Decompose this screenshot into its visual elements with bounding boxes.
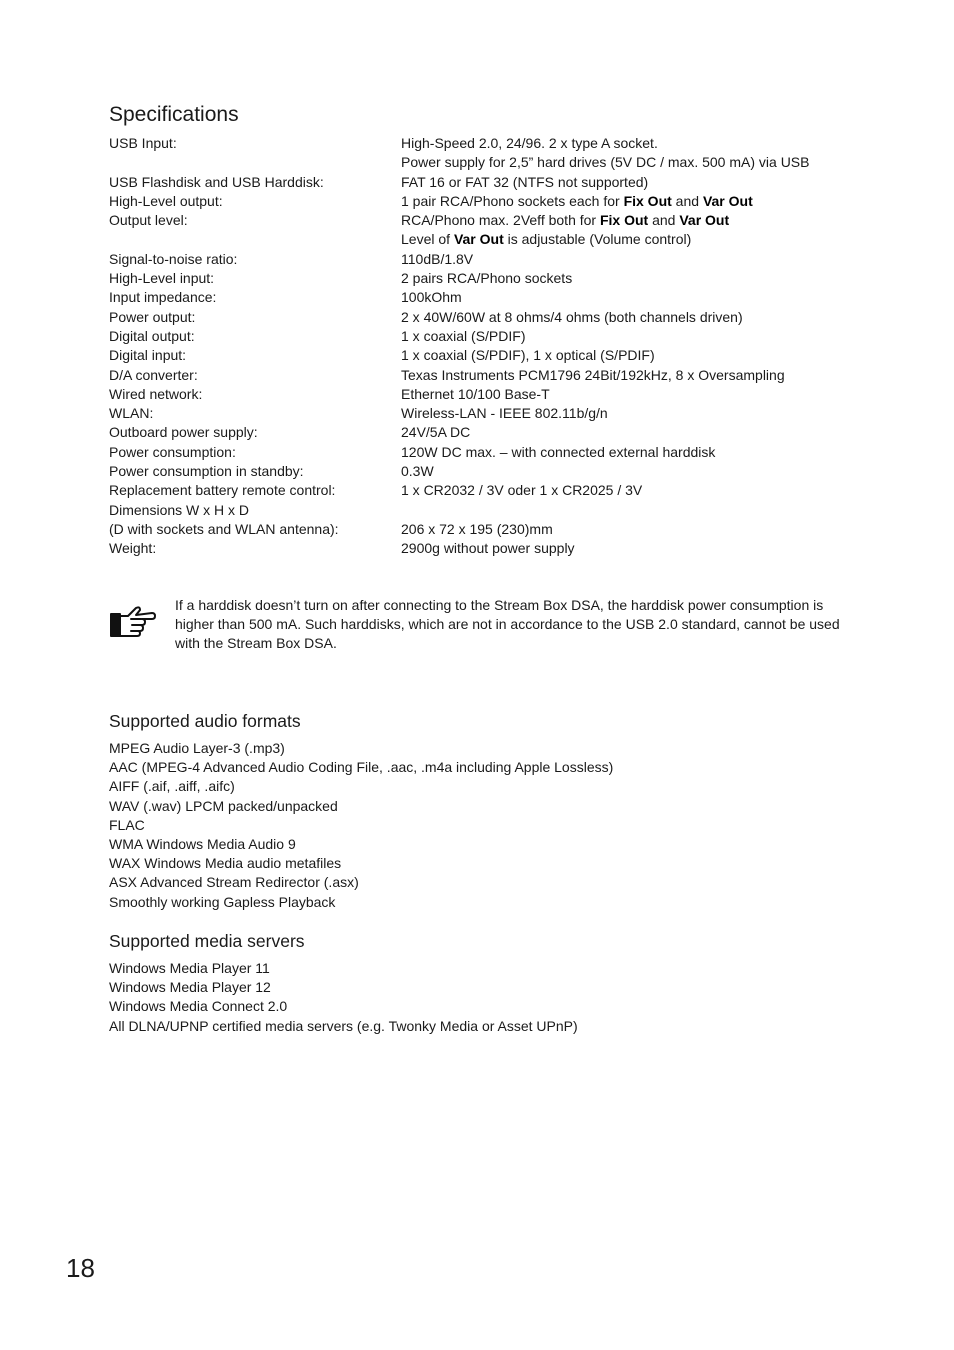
spec-label: WLAN: xyxy=(109,405,154,422)
spec-row xyxy=(109,520,869,539)
spec-value: 0.3W xyxy=(401,463,434,480)
spec-value: FAT 16 or FAT 32 (NTFS not supported) xyxy=(401,173,649,190)
spec-row xyxy=(109,385,869,404)
media-server-item: All DLNA/UPNP certified media servers (e.g. Twonky Media or Asset UPnP) xyxy=(109,1017,578,1034)
spec-row xyxy=(109,308,869,327)
spec-value: 1 x CR2032 / 3V oder 1 x CR2025 / 3V xyxy=(401,482,643,499)
spec-row xyxy=(109,423,869,442)
spec-value-emphasis: Var Out xyxy=(679,212,730,229)
spec-label: D/A converter: xyxy=(109,366,198,383)
specifications-table-body xyxy=(109,134,869,559)
spec-row xyxy=(109,404,869,423)
spec-row xyxy=(109,539,869,558)
spec-label: Dimensions W x H x D xyxy=(109,501,250,518)
spec-value: 100kOhm xyxy=(401,289,462,306)
spec-value: 24V/5A DC xyxy=(401,424,471,441)
spec-label: Output level: xyxy=(109,212,188,229)
spec-row xyxy=(109,501,869,520)
spec-row xyxy=(109,443,869,462)
spec-label: Input impedance: xyxy=(109,289,217,306)
spec-row xyxy=(109,173,869,192)
spec-value: 110dB/1.8V xyxy=(401,250,474,267)
spec-value xyxy=(401,211,869,230)
spec-row xyxy=(109,481,869,500)
audio-format-item: MPEG Audio Layer-3 (.mp3) xyxy=(109,740,285,756)
page-number: 18 xyxy=(66,1253,95,1283)
spec-row xyxy=(109,269,869,288)
spec-value: Power supply for 2,5” hard drives (5V DC / max. 500 mA) via USB xyxy=(401,154,810,171)
audio-format-item: ASX Advanced Stream Redirector (.asx) xyxy=(109,874,359,891)
spec-value: 2 pairs RCA/Phono sockets xyxy=(401,270,573,287)
audio-formats-list xyxy=(109,739,613,912)
spec-value-text: 1 pair RCA/Phono sockets each for xyxy=(401,192,624,209)
spec-label: Power consumption in standby: xyxy=(109,463,304,480)
media-servers-title: Supported media servers xyxy=(109,931,305,951)
spec-row xyxy=(109,327,869,346)
spec-label xyxy=(109,153,401,172)
spec-label: Digital input: xyxy=(109,347,187,364)
spec-value: Wireless-LAN - IEEE 802.11b/g/n xyxy=(401,405,608,422)
spec-value-emphasis: Fix Out xyxy=(599,212,649,229)
spec-label: Replacement battery remote control: xyxy=(109,482,336,499)
spec-value: High-Speed 2.0, 24/96. 2 x type A socket. xyxy=(401,135,658,151)
spec-label: Outboard power supply: xyxy=(109,424,258,441)
audio-format-item: AIFF (.aif, .aiff, .aifc) xyxy=(109,778,235,795)
spec-label: Signal-to-noise ratio: xyxy=(109,250,238,267)
media-servers-list xyxy=(109,959,578,1036)
spec-row xyxy=(109,153,869,172)
media-server-item: Windows Media Player 11 xyxy=(109,960,270,976)
audio-format-item: Smoothly working Gapless Playback xyxy=(109,893,336,910)
spec-value: 2 x 40W/60W at 8 ohms/4 ohms (both channels driven) xyxy=(401,308,743,325)
spec-value-text: is adjustable (Volume control) xyxy=(503,231,692,248)
spec-value-text: Level of xyxy=(401,231,454,248)
audio-format-item: FLAC xyxy=(109,816,145,833)
note-text: If a harddisk doesn’t turn on after connecting to the Stream Box DSA, the harddisk power consumption is higher than 500 mA. Such harddisks, which are not in accordance to the USB 2.0 standard, cannot be used with the Stream Box DSA. xyxy=(175,597,840,652)
spec-value xyxy=(401,192,869,211)
spec-row xyxy=(109,288,869,307)
spec-value-text: and xyxy=(648,212,680,229)
spec-row xyxy=(109,346,869,365)
audio-format-item: WMA Windows Media Audio 9 xyxy=(109,836,296,853)
audio-format-item: WAX Windows Media audio metafiles xyxy=(109,855,342,872)
spec-value-emphasis: Fix Out xyxy=(623,192,672,209)
spec-value: Ethernet 10/100 Base-T xyxy=(401,385,550,402)
specifications-table xyxy=(109,134,869,559)
spec-value: 120W DC max. – with connected external harddisk xyxy=(401,443,716,460)
spec-value: 2900g without power supply xyxy=(401,540,575,557)
spec-value-emphasis: Var Out xyxy=(702,192,753,209)
spec-row xyxy=(109,134,869,153)
spec-label xyxy=(109,230,401,249)
spec-value xyxy=(401,501,869,520)
spec-label: High-Level output: xyxy=(109,192,223,209)
spec-label: Digital output: xyxy=(109,327,195,344)
spec-row xyxy=(109,462,869,481)
spec-label: High-Level input: xyxy=(109,270,215,287)
spec-row xyxy=(109,250,869,269)
spec-value: 1 x coaxial (S/PDIF) xyxy=(401,327,526,344)
spec-value-emphasis: Var Out xyxy=(453,231,504,248)
spec-value: Texas Instruments PCM1796 24Bit/192kHz, 8 x Oversampling xyxy=(401,366,785,383)
spec-label: Power consumption: xyxy=(109,443,236,460)
spec-label: Power output: xyxy=(109,308,196,325)
spec-label: USB Input: xyxy=(109,135,177,151)
spec-value: 206 x 72 x 195 (230)mm xyxy=(401,520,553,537)
spec-value xyxy=(401,230,869,249)
audio-formats-title: Supported audio formats xyxy=(109,711,301,731)
spec-label: Weight: xyxy=(109,540,157,557)
spec-row xyxy=(109,230,869,249)
pointing-hand-icon xyxy=(109,600,157,640)
spec-value-text: and xyxy=(671,192,703,209)
spec-label: USB Flashdisk and USB Harddisk: xyxy=(109,173,324,190)
media-server-item: Windows Media Player 12 xyxy=(109,979,271,996)
spec-value: 1 x coaxial (S/PDIF), 1 x optical (S/PDIF) xyxy=(401,347,655,364)
spec-label: (D with sockets and WLAN antenna): xyxy=(109,520,339,537)
media-server-item: Windows Media Connect 2.0 xyxy=(109,998,288,1015)
specifications-title: Specifications xyxy=(109,103,239,126)
spec-row xyxy=(109,211,869,230)
spec-label: Wired network: xyxy=(109,385,203,402)
audio-format-item: AAC (MPEG-4 Advanced Audio Coding File, .aac, .m4a including Apple Lossless) xyxy=(109,759,614,776)
spec-value-text: RCA/Phono max. 2Veff both for xyxy=(401,212,600,229)
spec-row xyxy=(109,192,869,211)
spec-row xyxy=(109,366,869,385)
audio-format-item: WAV (.wav) LPCM packed/unpacked xyxy=(109,797,338,814)
